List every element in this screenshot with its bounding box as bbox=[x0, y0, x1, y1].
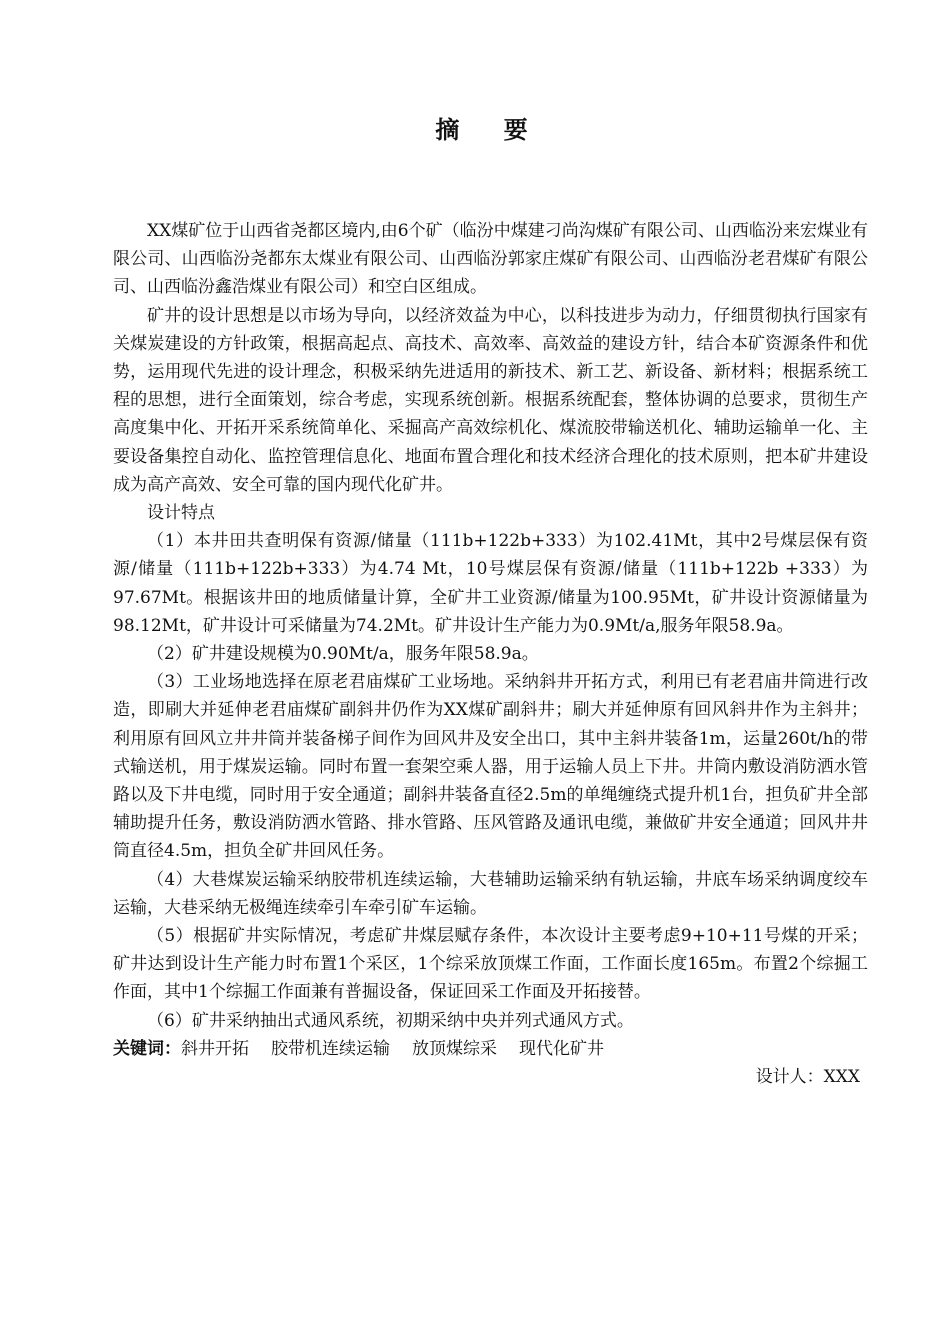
paragraph-feature-6: （6）矿井采纳抽出式通风系统，初期采纳中央并列式通风方式。 bbox=[147, 1010, 634, 1031]
paragraph-feature-2: （2）矿井建设规模为0.90Mt/a，服务年限58.9a。 bbox=[147, 644, 539, 665]
paragraph-design-philosophy: 矿井的设计思想是以市场为导向，以经济效益为中心，以科技进步为动力，仔细贯彻执行国家有关煤炭建设的方针政策，根据高起点、高技术、高效率、高效益的建设方针，结合本矿资源条件和优势，运用现代先进的设计理念，积极采纳先进适用的新技术、新工艺、新设备、新材料；根据系统工程的思想，进行全面策划，综合考虑，实现系统创新。根据系统配套，整体协调的总要求，贯彻生产高度集中化、开拓开采系统简单化、采掘高产高效综机化、煤流胶带输送机化、辅助运输单一化、主要设备集控自动化、监控管理信息化、地面布置合理化和技术经济合理化的技术原则，把本矿井建设成为高产高效、安全可靠的国内现代化矿井。 bbox=[113, 305, 868, 495]
paragraph-feature-1: （1）本井田共查明保有资源/储量（111b+122b+333）为102.41Mt，其中2号煤层保有资源/储量（111b+122b+333）为4.74 Mt，10号煤层保有资源/储量（111b+122b +333）为97.67Mt。根据该井田的地质储量计算，全矿井工业资源/储量为100.95Mt，矿井设计资源储量为98.12Mt，矿井设计可采储量为74.2Mt。矿井设计生产能力为0.9Mt/a,服务年限58.9a。 bbox=[113, 531, 868, 636]
abstract-body bbox=[113, 217, 868, 1091]
keyword-item: 胶带机连续运输 bbox=[271, 1038, 390, 1059]
keyword-item: 斜井开拓 bbox=[181, 1038, 249, 1059]
keyword-item: 现代化矿井 bbox=[519, 1038, 604, 1059]
keywords-line bbox=[113, 1035, 868, 1063]
keyword-item: 放顶煤综采 bbox=[412, 1038, 497, 1059]
page-title: 摘 要 bbox=[435, 116, 546, 144]
paragraph-location: XX煤矿位于山西省尧都区境内,由6个矿（临汾中煤建刁尚沟煤矿有限公司、山西临汾来宏煤业有限公司、山西临汾尧都东太煤业有限公司、山西临汾郭家庄煤矿有限公司、山西临汾老君煤矿有限公司、山西临汾鑫浩煤业有限公司）和空白区组成。 bbox=[113, 221, 868, 298]
paragraph-feature-4: （4）大巷煤炭运输采纳胶带机连续运输，大巷辅助运输采纳有轨运输，井底车场采纳调度绞车运输，大巷采纳无极绳连续牵引车牵引矿车运输。 bbox=[113, 869, 868, 918]
paragraph-feature-5: （5）根据矿井实际情况，考虑矿井煤层赋存条件，本次设计主要考虑9+10+11号煤的开采；矿井达到设计生产能力时布置1个采区，1个综采放顶煤工作面，工作面长度165m。布置2个综掘工作面，其中1个综掘工作面兼有普掘设备，保证回采工作面及开拓接替。 bbox=[113, 926, 868, 1003]
keywords-label: 关键词： bbox=[113, 1038, 181, 1059]
paragraph-design-features-heading: 设计特点 bbox=[147, 503, 215, 524]
designer-signature: 设计人：XXX bbox=[755, 1067, 860, 1088]
paragraph-feature-3: （3）工业场地选择在原老君庙煤矿工业场地。采纳斜井开拓方式，利用已有老君庙井筒进行改造，即刷大并延伸老君庙煤矿副斜井仍作为XX煤矿副斜井；刷大并延伸原有回风斜井作为主斜井；利用原有回风立井井筒并装备梯子间作为回风井及安全出口，其中主斜井装备1m，运量260t/h的带式输送机，用于煤炭运输。同时布置一套架空乘人器，用于运输人员上下井。井筒内敷设消防洒水管路以及下井电缆，同时用于安全通道；副斜井装备直径2.5m的单绳缠绕式提升机1台，担负矿井全部辅助提升任务，敷设消防洒水管路、排水管路、压风管路及通讯电缆，兼做矿井安全通道；回风井井筒直径4.5m，担负全矿井回风任务。 bbox=[113, 672, 868, 862]
